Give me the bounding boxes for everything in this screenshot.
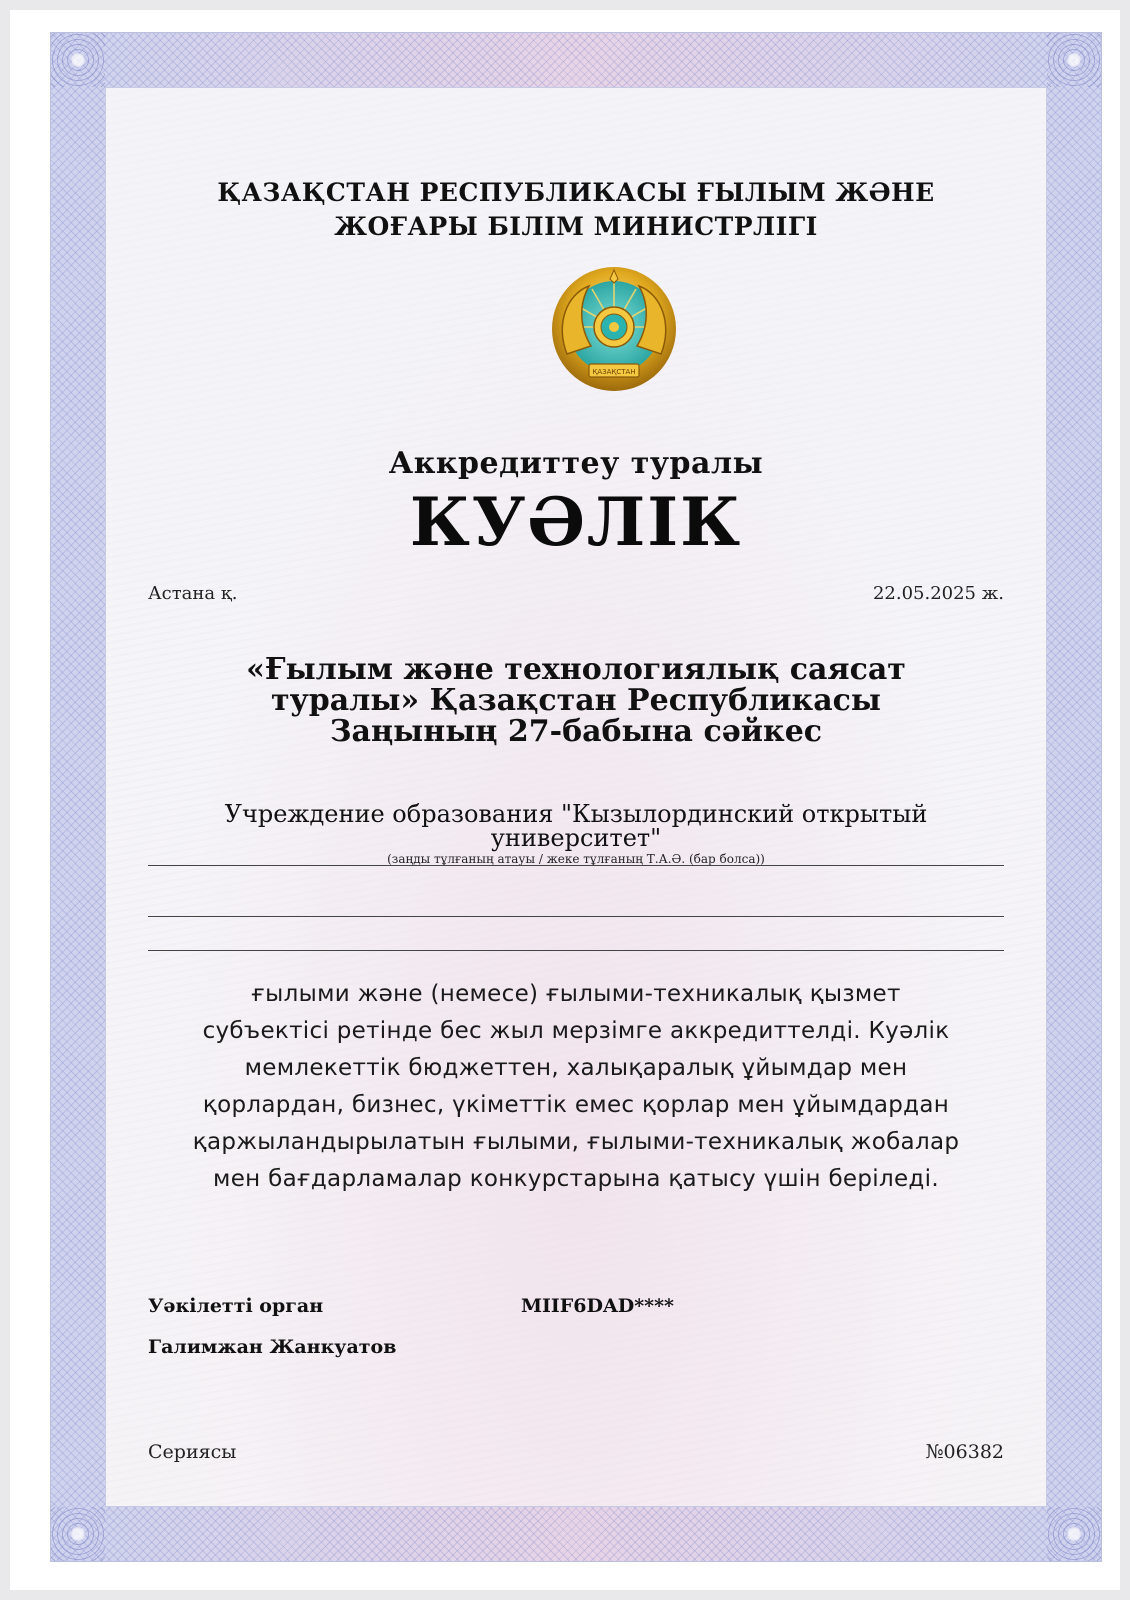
issue-place: Астана қ. <box>148 583 238 604</box>
fill-line <box>148 950 1004 951</box>
emblem-inscription: ҚАЗАҚСТАН <box>592 368 636 376</box>
legal-basis <box>106 654 1046 747</box>
document-subtitle: Аккредиттеу туралы <box>388 446 764 481</box>
legal-basis-line-1: «Ғылым және технологиялық саясат <box>246 652 906 687</box>
ministry-name <box>106 176 1046 244</box>
statement-line: қорлардан, бизнес, үкіметтік емес қорлар мен ұйымдардан <box>202 1092 950 1118</box>
corner-rosette <box>1047 1507 1101 1561</box>
corner-rosette <box>51 1507 105 1561</box>
issue-date: 22.05.2025 ж. <box>872 583 1004 604</box>
legal-basis-line-2: туралы» Қазақстан Республикасы <box>270 683 881 718</box>
signatory-name: Галимжан Жанкуатов <box>148 1336 397 1358</box>
corner-rosette <box>51 33 105 87</box>
document-title: КУӘЛІК <box>409 483 743 561</box>
state-emblem-icon <box>549 264 679 394</box>
organization-field-hint: (заңды тұлғаның атауы / жеке тұлғаның Т.А.Ә. (бар болса)) <box>387 852 765 866</box>
statement-line: ғылыми және (немесе) ғылыми-техникалық қызмет <box>251 981 901 1007</box>
organization-name: Учреждение образования "Кызылординский открытый университет" <box>224 800 928 852</box>
authority-label: Уәкілетті орган <box>148 1295 324 1317</box>
accreditation-statement <box>158 976 994 1198</box>
fill-line <box>148 865 1004 866</box>
statement-line: қаржыландырылатын ғылыми, ғылыми-техникалық жобалар <box>192 1129 960 1155</box>
fill-line <box>148 916 1004 917</box>
statement-line: мен бағдарламалар конкурстарына қатысу үшін беріледі. <box>213 1166 939 1192</box>
statement-line: субъектісі ретінде бес жыл мерзімге аккредиттелді. Куәлік <box>202 1018 950 1044</box>
ministry-line-2: ЖОҒАРЫ БІЛІМ МИНИСТРЛІГІ <box>334 212 818 241</box>
series-label: Сериясы <box>148 1441 237 1463</box>
legal-basis-line-3: Заңының 27-бабына сәйкес <box>329 714 823 749</box>
certificate-number: №06382 <box>925 1441 1004 1463</box>
certificate-body <box>105 87 1047 1507</box>
statement-line: мемлекеттік бюджеттен, халықаралық ұйымдар мен <box>244 1055 908 1081</box>
corner-rosette <box>1047 33 1101 87</box>
ornamental-border <box>50 32 1102 1562</box>
ministry-line-1: ҚАЗАҚСТАН РЕСПУБЛИКАСЫ ҒЫЛЫМ ЖӘНЕ <box>217 178 935 207</box>
certificate-sheet <box>10 10 1120 1590</box>
signature-code: MIIF6DAD**** <box>521 1295 674 1317</box>
